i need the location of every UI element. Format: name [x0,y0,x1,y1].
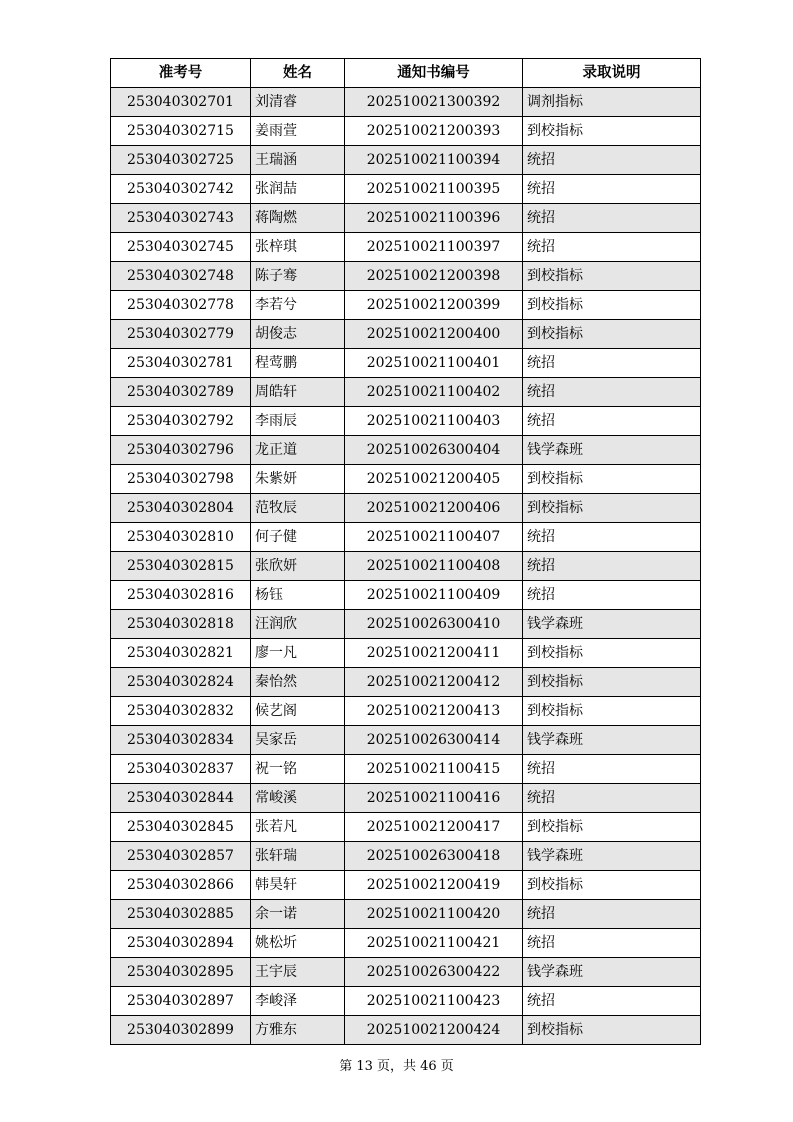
cell-admission-note: 统招 [523,581,701,610]
cell-name: 杨钰 [251,581,345,610]
cell-notice-number: 202510026300410 [345,610,523,639]
cell-notice-number: 202510021200405 [345,465,523,494]
cell-notice-number: 202510021200411 [345,639,523,668]
table-row [111,726,701,755]
table-row [111,755,701,784]
cell-notice-number: 202510021300392 [345,88,523,117]
cell-notice-number: 202510021200398 [345,262,523,291]
cell-exam-number: 253040302715 [111,117,251,146]
cell-notice-number: 202510021100394 [345,146,523,175]
cell-exam-number: 253040302818 [111,610,251,639]
cell-exam-number: 253040302781 [111,349,251,378]
cell-admission-note: 统招 [523,929,701,958]
cell-name: 王宇辰 [251,958,345,987]
cell-notice-number: 202510021100409 [345,581,523,610]
cell-admission-note: 到校指标 [523,668,701,697]
cell-notice-number: 202510021200399 [345,291,523,320]
cell-name: 张梓琪 [251,233,345,262]
table-row [111,523,701,552]
table-row [111,436,701,465]
cell-name: 陈子骞 [251,262,345,291]
cell-exam-number: 253040302857 [111,842,251,871]
cell-admission-note: 钱学森班 [523,436,701,465]
cell-admission-note: 到校指标 [523,262,701,291]
cell-name: 朱紫妍 [251,465,345,494]
header-notice-number: 通知书编号 [345,59,523,88]
cell-name: 方雅东 [251,1016,345,1045]
cell-admission-note: 到校指标 [523,871,701,900]
cell-name: 候艺阁 [251,697,345,726]
cell-name: 祝一铭 [251,755,345,784]
cell-name: 程莺鹏 [251,349,345,378]
cell-exam-number: 253040302837 [111,755,251,784]
cell-notice-number: 202510026300422 [345,958,523,987]
cell-name: 秦怡然 [251,668,345,697]
cell-name: 胡俊志 [251,320,345,349]
cell-exam-number: 253040302745 [111,233,251,262]
cell-notice-number: 202510021100401 [345,349,523,378]
cell-admission-note: 统招 [523,146,701,175]
cell-exam-number: 253040302832 [111,697,251,726]
cell-admission-note: 到校指标 [523,117,701,146]
page-footer: 第 13 页，共 46 页 [339,1059,454,1074]
cell-admission-note: 统招 [523,523,701,552]
table-row [111,291,701,320]
cell-exam-number: 253040302743 [111,204,251,233]
table-row [111,349,701,378]
table-row [111,900,701,929]
cell-name: 张轩瑞 [251,842,345,871]
cell-notice-number: 202510021100395 [345,175,523,204]
cell-name: 张若凡 [251,813,345,842]
cell-name: 韩昊轩 [251,871,345,900]
cell-admission-note: 统招 [523,204,701,233]
cell-notice-number: 202510021100397 [345,233,523,262]
cell-admission-note: 到校指标 [523,291,701,320]
table-row [111,842,701,871]
table-row [111,233,701,262]
cell-name: 周皓轩 [251,378,345,407]
cell-exam-number: 253040302778 [111,291,251,320]
cell-name: 余一诺 [251,900,345,929]
cell-admission-note: 到校指标 [523,639,701,668]
table-row [111,581,701,610]
cell-exam-number: 253040302899 [111,1016,251,1045]
cell-admission-note: 调剂指标 [523,88,701,117]
table-row [111,929,701,958]
cell-notice-number: 202510021100415 [345,755,523,784]
cell-admission-note: 统招 [523,987,701,1016]
cell-admission-note: 钱学森班 [523,610,701,639]
cell-notice-number: 202510021100396 [345,204,523,233]
cell-admission-note: 到校指标 [523,813,701,842]
cell-admission-note: 钱学森班 [523,726,701,755]
table-row [111,407,701,436]
table-row [111,465,701,494]
cell-notice-number: 202510021200393 [345,117,523,146]
cell-admission-note: 钱学森班 [523,842,701,871]
cell-exam-number: 253040302895 [111,958,251,987]
cell-notice-number: 202510021100416 [345,784,523,813]
table-row [111,668,701,697]
table-row [111,320,701,349]
cell-notice-number: 202510021200412 [345,668,523,697]
cell-notice-number: 202510021100403 [345,407,523,436]
cell-exam-number: 253040302821 [111,639,251,668]
table-header-row [111,59,701,88]
cell-name: 刘清睿 [251,88,345,117]
cell-exam-number: 253040302789 [111,378,251,407]
cell-exam-number: 253040302742 [111,175,251,204]
cell-exam-number: 253040302701 [111,88,251,117]
cell-name: 汪润欣 [251,610,345,639]
cell-admission-note: 到校指标 [523,1016,701,1045]
table-row [111,552,701,581]
cell-name: 李若兮 [251,291,345,320]
table-row [111,813,701,842]
header-admission-note: 录取说明 [523,59,701,88]
cell-name: 王瑞涵 [251,146,345,175]
cell-notice-number: 202510026300418 [345,842,523,871]
cell-notice-number: 202510021100420 [345,900,523,929]
cell-exam-number: 253040302844 [111,784,251,813]
cell-notice-number: 202510021100421 [345,929,523,958]
admission-table [110,58,701,1045]
cell-exam-number: 253040302798 [111,465,251,494]
table-row [111,987,701,1016]
cell-name: 吴家岳 [251,726,345,755]
cell-exam-number: 253040302885 [111,900,251,929]
cell-admission-note: 钱学森班 [523,958,701,987]
table-row [111,204,701,233]
cell-admission-note: 统招 [523,755,701,784]
cell-notice-number: 202510021100408 [345,552,523,581]
table-row [111,175,701,204]
cell-admission-note: 统招 [523,378,701,407]
cell-notice-number: 202510026300414 [345,726,523,755]
cell-exam-number: 253040302748 [111,262,251,291]
table-row [111,378,701,407]
cell-exam-number: 253040302810 [111,523,251,552]
cell-exam-number: 253040302866 [111,871,251,900]
cell-notice-number: 202510021200419 [345,871,523,900]
cell-notice-number: 202510021200413 [345,697,523,726]
cell-admission-note: 统招 [523,175,701,204]
cell-exam-number: 253040302824 [111,668,251,697]
cell-admission-note: 统招 [523,407,701,436]
cell-exam-number: 253040302792 [111,407,251,436]
table-row [111,697,701,726]
cell-notice-number: 202510021200400 [345,320,523,349]
cell-notice-number: 202510021200406 [345,494,523,523]
cell-name: 李雨辰 [251,407,345,436]
cell-exam-number: 253040302796 [111,436,251,465]
cell-name: 常峻溪 [251,784,345,813]
cell-admission-note: 到校指标 [523,320,701,349]
cell-notice-number: 202510026300404 [345,436,523,465]
cell-exam-number: 253040302894 [111,929,251,958]
cell-name: 姜雨萱 [251,117,345,146]
cell-name: 何子健 [251,523,345,552]
cell-name: 廖一凡 [251,639,345,668]
cell-admission-note: 统招 [523,552,701,581]
cell-exam-number: 253040302845 [111,813,251,842]
cell-exam-number: 253040302897 [111,987,251,1016]
cell-exam-number: 253040302816 [111,581,251,610]
header-exam-number: 准考号 [111,59,251,88]
cell-exam-number: 253040302725 [111,146,251,175]
table-row [111,784,701,813]
cell-exam-number: 253040302815 [111,552,251,581]
cell-admission-note: 到校指标 [523,465,701,494]
cell-name: 张润喆 [251,175,345,204]
cell-admission-note: 统招 [523,233,701,262]
cell-notice-number: 202510021200417 [345,813,523,842]
cell-admission-note: 统招 [523,900,701,929]
cell-notice-number: 202510021100407 [345,523,523,552]
cell-admission-note: 统招 [523,349,701,378]
cell-name: 龙正道 [251,436,345,465]
cell-name: 张欣妍 [251,552,345,581]
table-row [111,117,701,146]
cell-admission-note: 统招 [523,784,701,813]
table-row [111,871,701,900]
table-row [111,639,701,668]
cell-name: 李峻泽 [251,987,345,1016]
table-row [111,146,701,175]
header-name: 姓名 [251,59,345,88]
cell-admission-note: 到校指标 [523,697,701,726]
cell-exam-number: 253040302834 [111,726,251,755]
table-row [111,1016,701,1045]
cell-exam-number: 253040302804 [111,494,251,523]
cell-notice-number: 202510021200424 [345,1016,523,1045]
table-row [111,262,701,291]
cell-name: 姚松圻 [251,929,345,958]
table-row [111,494,701,523]
cell-notice-number: 202510021100423 [345,987,523,1016]
cell-name: 范牧辰 [251,494,345,523]
cell-admission-note: 到校指标 [523,494,701,523]
cell-exam-number: 253040302779 [111,320,251,349]
cell-notice-number: 202510021100402 [345,378,523,407]
cell-name: 蒋陶燃 [251,204,345,233]
table-row [111,610,701,639]
table-row [111,958,701,987]
table-row [111,88,701,117]
